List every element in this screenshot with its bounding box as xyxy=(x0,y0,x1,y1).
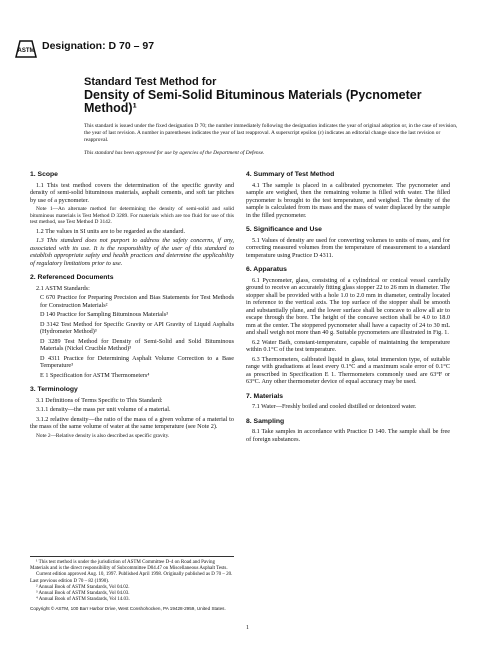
astm-logo-icon xyxy=(14,37,38,61)
reference-item: D 3289 Test Method for Density of Semi-Solid and Solid Bituminous Materials (Nickel Crucible Method)³ xyxy=(40,337,234,353)
svg-text:ASTM: ASTM xyxy=(17,48,35,54)
paragraph: 1.2 The values in SI units are to be regarded as the standard. xyxy=(36,227,186,235)
reference-item: D 4311 Practice for Determining Asphalt Volume Correction to a Base Temperature³ xyxy=(40,354,234,370)
reference-item: D 3142 Test Method for Specific Gravity or API Gravity of Liquid Asphalts (Hydrometer Method)³ xyxy=(40,320,234,336)
section-heading: 7. Materials xyxy=(246,392,284,400)
section-heading: 6. Apparatus xyxy=(246,266,287,273)
approval-statement: This standard has been approved for use by agencies of the Department of Defense. xyxy=(84,150,265,156)
intro-block xyxy=(84,123,464,163)
footnote: ³ Annual Book of ASTM Standards, Vol 04.03. xyxy=(36,591,130,597)
paragraph: 4.1 The sample is placed in a calibrated pycnometer. The pycnometer and sample are weighed, then the remaining volume is filled with water. The filled pycnometer is brought to the test temperature, and weighed. The density of the sample is calculated from its mass and the mass of water displaced by the sample in the filled pycnometer. xyxy=(246,181,450,219)
title-line-2: Density of Semi-Solid Bituminous Materials (Pycnometer xyxy=(84,88,422,102)
reference-item: C 670 Practice for Preparing Precision and Bias Statements for Test Methods for Construction Materials² xyxy=(40,294,234,309)
section-heading: 3. Terminology xyxy=(30,386,78,394)
reference-item: D 140 Practice for Sampling Bituminous Materials³ xyxy=(40,311,168,319)
paragraph: 1.3 This standard does not purport to address the safety concerns, if any, associated with its use. It is the responsibility of the user of this standard to establish appropriate safety and health practices and determine the applicability of regulatory limitations prior to use. xyxy=(30,237,234,267)
left-column xyxy=(30,171,234,441)
paragraph: 3.1 Definitions of Terms Specific to This Standard: xyxy=(36,396,163,404)
paragraph: 7.1 Water—Freshly boiled and cooled distilled or deionized water. xyxy=(252,403,417,410)
footnote: ² Annual Book of ASTM Standards, Vol 04.02. xyxy=(36,584,130,590)
paragraph: 5.1 Values of density are used for converting volumes to units of mass, and for correcting measured volumes from the temperature of measurement to a standard temperature using Practice D 4311. xyxy=(246,236,450,259)
paragraph: 6.1 Pycnometer, glass, consisting of a cylindrical or conical vessel carefully ground to receive an accurately fitting glass stopper 22 to 26 mm in diameter. The stopper shall be provided with a hole 1.0 to 2.0 mm in diameter, centrally located in reference to the vertical axis. The top surface of the stopper shall be smooth and substantially plane, and the lower surface shall be concave to allow all air to escape through the bore. The height of the concave section shall be 4.0 to 18.0 mm at the center. The stoppered pycnometer shall have a capacity of 24 to 30 mL and shall weigh not more than 40 g. Suitable pycnometers are illustrated in Fig. 1. xyxy=(246,276,450,336)
note: Note 1—An alternate method for determining the density of semi-solid and solid bituminous materials is Test Method D 3289. For materials which are too fluid for use of this test method, use Test Method D 3142. xyxy=(30,206,234,226)
reference-item: E 1 Specification for ASTM Thermometers⁴ xyxy=(40,371,150,379)
section-heading: 1. Scope xyxy=(30,171,58,178)
issued-statement: This standard is issued under the fixed designation D 70; the number immediately following the designation indicates the year of original adoption or, in the case of revision, the year of last revision. A number in parentheses indicates the year of last reapproval. A superscript epsilon (ε) indicates an editorial change since the last revision or reapproval. xyxy=(84,123,458,143)
right-column xyxy=(246,171,450,445)
note: Note 2—Relative density is also described as specific gravity. xyxy=(36,432,170,439)
paragraph: 1.1 This test method covers the determination of the specific gravity and density of semi-solid bituminous materials, asphalt cements, and soft tar pitches by use of a pycnometer. xyxy=(30,181,234,204)
paragraph: 3.1.1 density—the mass per unit volume of a material. xyxy=(36,406,171,414)
title-line-3: Method)¹ xyxy=(84,101,137,115)
section-heading: 4. Summary of Test Method xyxy=(246,171,335,178)
paragraph: 6.2 Water Bath, constant-temperature, capable of maintaining the temperature within 0.1°C of the test temperature. xyxy=(246,338,450,353)
footnote: ⁴ Annual Book of ASTM Standards, Vol 14.03. xyxy=(36,597,130,603)
paragraph: 2.1 ASTM Standards: xyxy=(36,284,90,292)
footnote: ¹ This test method is under the jurisdiction of ASTM Committee D-4 on Road and Paving Materials and is the direct responsibility of Subcommittee D04.47 on Miscellaneous Asphalt Tests. xyxy=(30,560,228,572)
paragraph: 3.1.2 relative density—the ratio of the mass of a given volume of a material to the mass of the same volume of water at the same temperature (see Note 2). xyxy=(30,415,234,431)
page-number: 1 xyxy=(246,625,249,631)
footnotes xyxy=(30,556,234,603)
paragraph: 8.1 Take samples in accordance with Practice D 140. The sample shall be free of foreign substances. xyxy=(246,428,450,443)
section-heading: 2. Referenced Documents xyxy=(30,274,114,282)
section-heading: 5. Significance and Use xyxy=(246,226,322,233)
designation: Designation: D 70 – 97 xyxy=(42,40,155,52)
footnote: Current edition approved Aug. 10, 1997. Published April 1998. Originally published as D 70 – 20. Last previous edition D 70 – 82 (1990). xyxy=(30,572,233,584)
copyright-line: Copyright © ASTM, 100 Barr Harbor Drive, West Conshohocken, PA 19428-2959, United States. xyxy=(30,606,226,611)
paragraph: 6.3 Thermometers, calibrated liquid in glass, total immersion type, of suitable range with graduations at least every 0.1°C and a maximum scale error of 0.1°C as prescribed in Specification E 1. Thermometers commonly used are 63°F or 63°C. Any other thermometer device of equal accuracy may be used. xyxy=(246,355,450,385)
section-heading: 8. Sampling xyxy=(246,417,285,425)
title-line-1: Standard Test Method for xyxy=(84,76,217,88)
document-title xyxy=(84,76,422,115)
